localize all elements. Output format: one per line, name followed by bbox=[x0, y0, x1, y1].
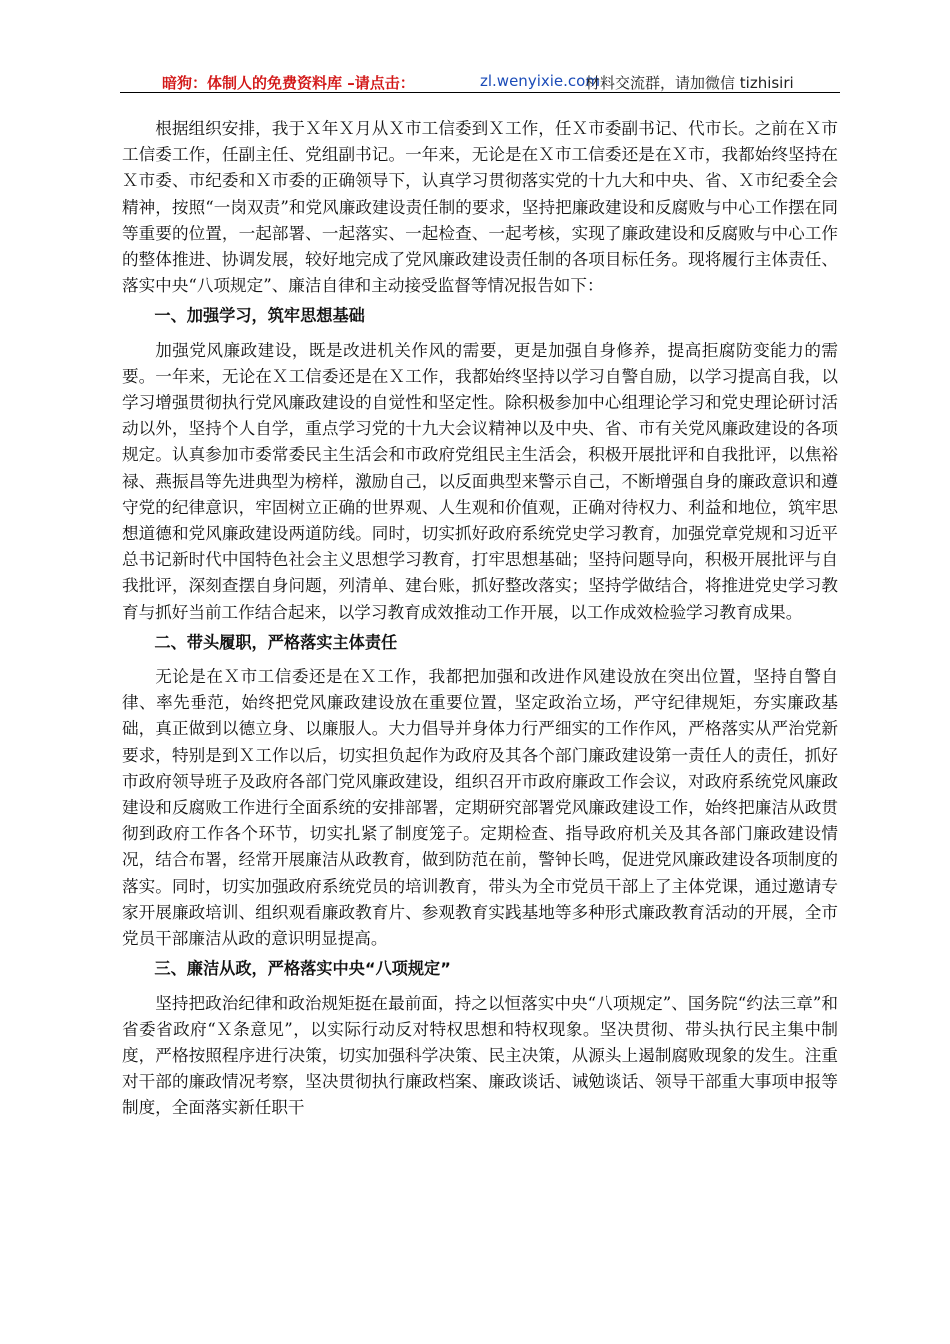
section-3-paragraph: 坚持把政治纪律和政治规矩挺在最前面，持之以恒落实中央“八项规定”、国务院“约法三章”和省委省政府“Ｘ条意见”，以实际行动反对特权思想和特权现象。坚决贯彻、带头执行民主集中制度，严格按照程序进行决策，切实加强科学决策、民主决策，从源头上遏制腐败现象的发生。注重对干部的廉政情况考察，坚决贯彻执行廉政档案、廉政谈话、诫勉谈话、领导干部重大事项申报等制度，全面落实新任职干 bbox=[122, 993, 838, 1118]
section-1-paragraph: 加强党风廉政建设，既是改进机关作风的需要，更是加强自身修养，提高拒腐防变能力的需要。一年来，无论在Ｘ工信委还是在Ｘ工作，我都始终坚持以学习自警自励，以学习提高自我，以学习增强贯彻执行党风廉政建设的自觉性和坚定性。除积极参加中心组理论学习和党史理论研讨活动以外，坚持个人自学，重点学习党的十九大会议精神以及中央、省、市有关党风廉政建设的各项规定。认真参加市委常委民主生活会和市政府党组民主生活会，积极开展批评和自我批评，以焦裕禄、燕振昌等先进典型为榜样，激励自己，以反面典型来警示自己，不断增强自身的廉政意识和遵守党的纪律意识，牢固树立正确的世界观、人生观和价值观，正确对待权力、利益和地位，筑牢思想道德和党风廉政建设两道防线。同时，切实抓好政府系统党史学习教育，加强党章党规和习近平总书记新时代中国特色社会主义思想学习教育，打牢思想基础；坚持问题导向，积极开展批评与自我批评，深刻查摆自身问题，列清单、建台账，抓好整改落实；坚持学做结合，将推进党史学习教育与抓好当前工作结合起来，以学习教育成效推动工作开展，以工作成效检验学习教育成果。 bbox=[122, 340, 838, 622]
header-brand-text: 暗狗：体制人的免费资料库 –请点击： bbox=[162, 74, 415, 92]
intro-paragraph: 根据组织安排，我于Ｘ年Ｘ月从Ｘ市工信委到Ｘ工作，任Ｘ市委副书记、代市长。之前在Ｘ市工信委工作，任副主任、党组副书记。一年来，无论是在Ｘ市工信委还是在Ｘ市，我都始终坚持在Ｘ市委、市纪委和Ｘ市委的正确领导下，认真学习贯彻落实党的十九大和中央、省、Ｘ市纪委全会精神，按照“一岗双责”和党风廉政建设责任制的要求，坚持把廉政建设和反腐败与中心工作摆在同等重要的位置，一起部署、一起落实、一起检查、一起考核，实现了廉政建设和反腐败与中心工作的整体推进、协调发展，较好地完成了党风廉政建设责任制的各项目标任务。现将履行主体责任、落实中央“八项规定”、廉洁自律和主动接受监督等情况报告如下： bbox=[122, 119, 838, 296]
page-header bbox=[120, 58, 840, 93]
section-1-heading: 一、加强学习，筑牢思想基础 bbox=[154, 306, 365, 326]
section-2-paragraph: 无论是在Ｘ市工信委还是在Ｘ工作，我都把加强和改进作风建设放在突出位置，坚持自警自律、率先垂范，始终把党风廉政建设放在重要位置，坚定政治立场，严守纪律规矩，夯实廉政基础，真正做到以德立身、以廉服人。大力倡导并身体力行严细实的工作作风，严格落实从严治党新要求，特别是到Ｘ工作以后，切实担负起作为政府及其各个部门廉政建设第一责任人的责任，抓好市政府领导班子及政府各部门党风廉政建设，组织召开市政府廉政工作会议，对政府系统党风廉政建设和反腐败工作进行全面系统的安排部署，定期研究部署党风廉政建设工作，始终把廉洁从政贯彻到政府工作各个环节，切实扎紧了制度笼子。定期检查、指导政府机关及其各部门廉政建设情况，结合布署，经常开展廉洁从政教育，做到防范在前，警钟长鸣，促进党风廉政建设各项制度的落实。同时，切实加强政府系统党员的培训教育，带头为全市党员干部上了主体党课，通过邀请专家开展廉政培训、组织观看廉政教育片、参观教育实践基地等多种形式廉政教育活动的开展，全市党员干部廉洁从政的意识明显提高。 bbox=[122, 667, 838, 949]
header-contact-text: 材料交流群，请加微信 tizhisiri bbox=[585, 74, 794, 92]
section-3-heading: 三、廉洁从政，严格落实中央“八项规定” bbox=[154, 959, 451, 979]
header-site-link[interactable]: zl.wenyixie.com bbox=[480, 72, 600, 90]
document-body bbox=[122, 116, 838, 1124]
section-2-heading: 二、带头履职，严格落实主体责任 bbox=[154, 632, 398, 652]
